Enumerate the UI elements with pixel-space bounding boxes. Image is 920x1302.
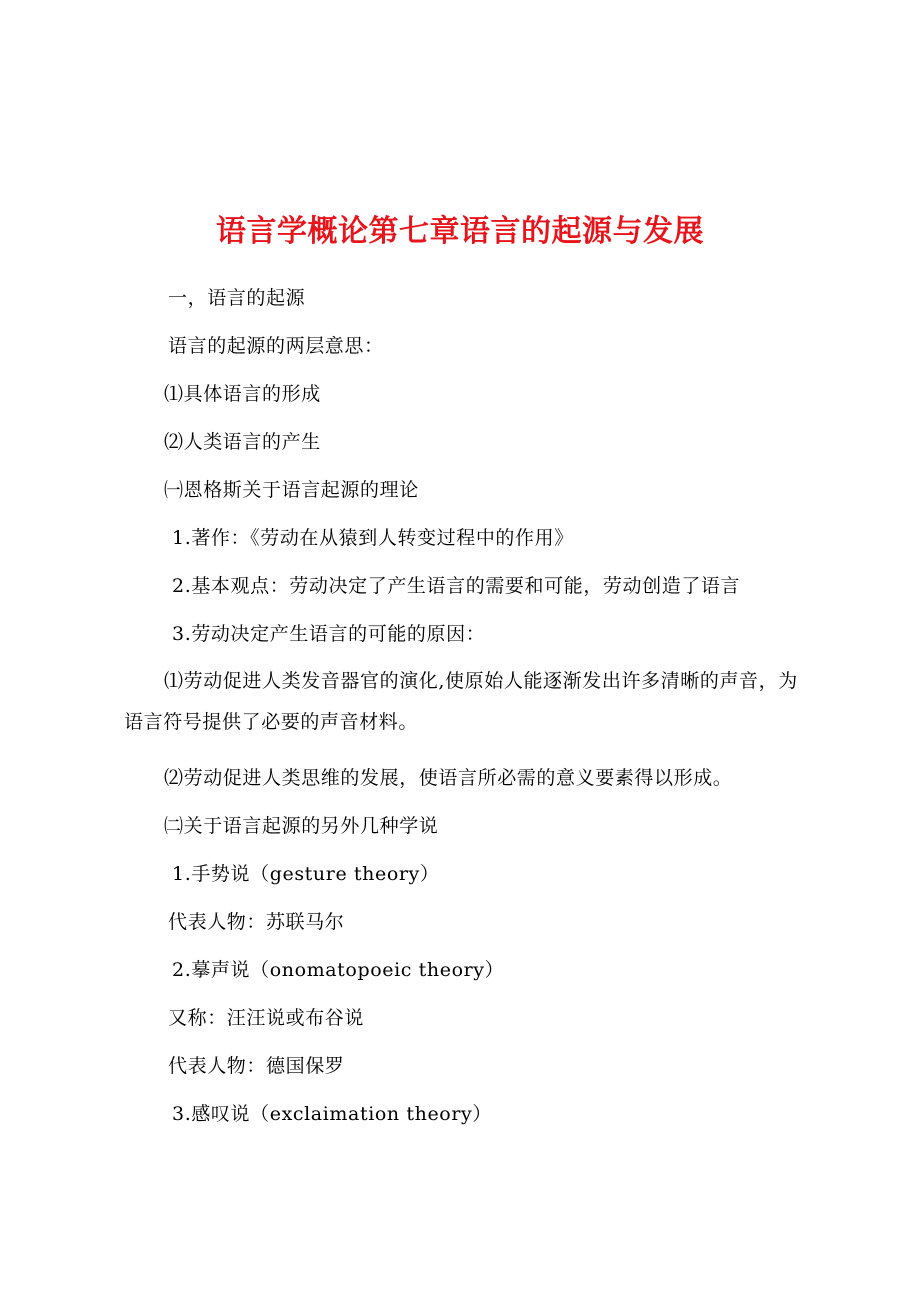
list-item: ⑴具体语言的形成 (164, 383, 321, 405)
subsection-heading-other-theories: ㈡关于语言起源的另外几种学说 (164, 815, 439, 837)
list-item: 1.手势说（gesture theory） (172, 863, 440, 885)
paragraph: 代表人物：德国保罗 (168, 1055, 345, 1077)
list-item: 1.著作：《劳动在从猿到人转变过程中的作用》 (172, 527, 574, 549)
paragraph-wrapped: ⑴劳动促进人类发音器官的演化,使原始人能逐渐发出许多清晰的声音，为语言符号提供了必要的声音材料。 (124, 670, 798, 733)
section-heading-origin: 一，语言的起源 (168, 287, 306, 309)
list-item: 3.感叹说（exclaimation theory） (172, 1103, 492, 1125)
paragraph: 又称：汪汪说或布谷说 (168, 1007, 365, 1029)
list-item: 2.基本观点：劳动决定了产生语言的需要和可能，劳动创造了语言 (172, 575, 741, 597)
page-title: 语言学概论第七章语言的起源与发展 (216, 214, 704, 250)
subsection-heading-engels: ㈠恩格斯关于语言起源的理论 (164, 479, 419, 501)
list-item: ⑵劳动促进人类思维的发展，使语言所必需的意义要素得以形成。 (164, 767, 733, 789)
list-item: 3.劳动决定产生语言的可能的原因： (172, 623, 486, 645)
paragraph: 代表人物：苏联马尔 (168, 911, 345, 933)
list-item: ⑵人类语言的产生 (164, 431, 321, 453)
paragraph: 语言的起源的两层意思： (168, 335, 384, 357)
list-item: 2.摹声说（onomatopoeic theory） (172, 959, 505, 981)
